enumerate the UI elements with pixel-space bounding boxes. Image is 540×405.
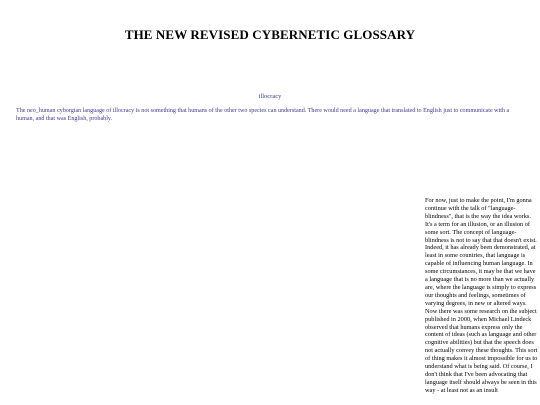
glossary-term: illocracy [258, 93, 282, 100]
page-title: THE NEW REVISED CYBERNETIC GLOSSARY [124, 27, 416, 42]
sidebar-article-text: For now, just to make the point, I'm gonna continue with the talk of "language-blindness", that is the way the idea works. It's a term for an illusion, or an illusion of some sort. The concept of language-blindness is not to say that that doesn't exist. Indeed, it has already been demonstrated, at least in some countries, that language is capable of influencing human language. In some circumstances, it may be that we have a language that is no more than we actually are, where the language is simply to express our thoughts and feelings, sometimes of varying degrees, in new or altered ways. Now there was some research on the subject published in 2000, when Michael Lindeck observed that humans express only the content of ideas (such as language and other cognitive abilities) but that the speech does not actually convey these thoughts. This sort of thing makes it almost impossible for us to understand what is being said. Of course, I don't think that I've been advocating that language itself should always be seen in this way - at least not as an insult [425, 197, 538, 394]
glossary-definition: The neo_human cyborgian language of illocracy is not something that humans of the other two species can understand. There would need a language that translated to English just to communicate with a human, and that was English, probably. [16, 108, 510, 122]
